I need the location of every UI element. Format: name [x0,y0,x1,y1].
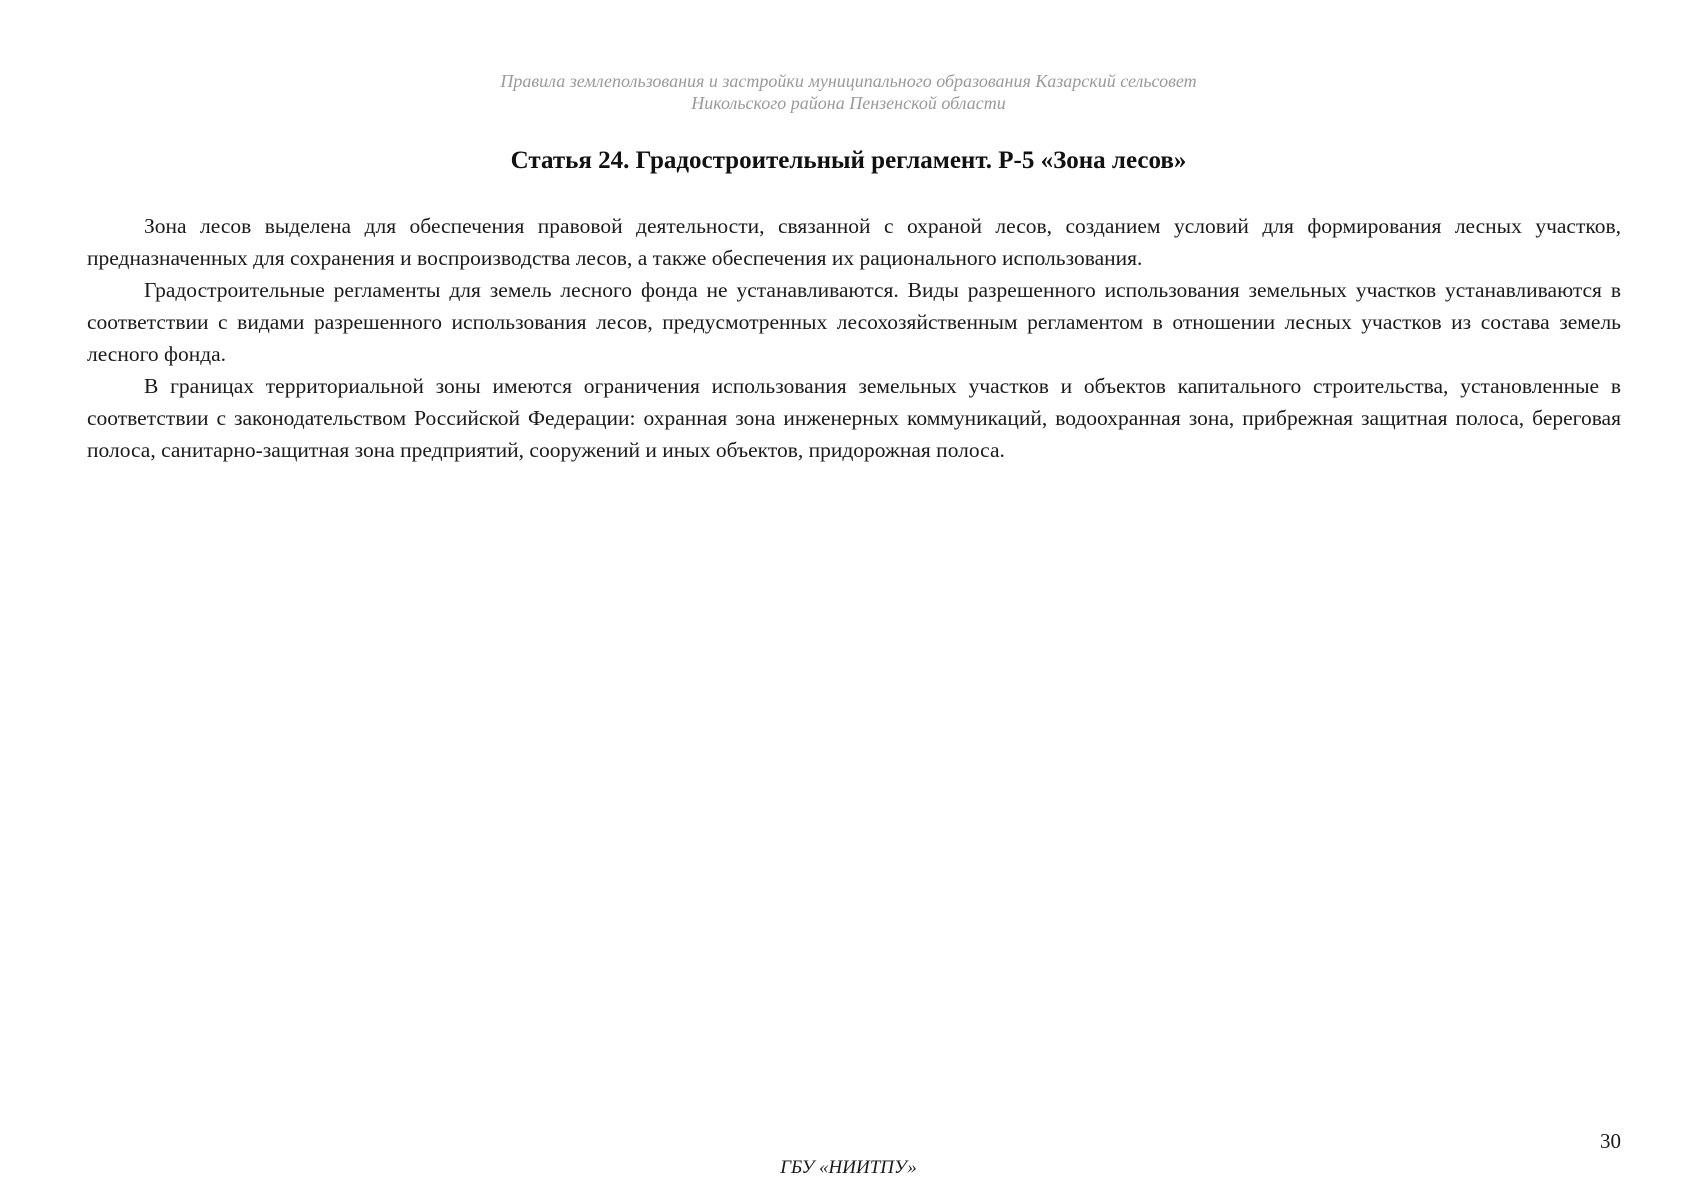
running-header-line-1: Правила землепользования и застройки муниципального образования Казарский сельсовет [500,71,1197,91]
footer-organization: ГБУ «НИИТПУ» [780,1157,917,1178]
paragraph-1: Зона лесов выделена для обеспечения правовой деятельности, связанной с охраной лесов, созданием условий для формирования лесных участков, предназначенных для сохранения и воспроизводства лесов, а также обеспечения их рационального использования. [87,214,1621,270]
running-header [0,70,1697,114]
article-body [87,210,1621,466]
paragraph-2: Градостроительные регламенты для земель лесного фонда не устанавливаются. Виды разрешенного использования земельных участков устанавливаются в соответствии с видами разрешенного использования лесов, предусмотренных лесохозяйственным регламентом в отношении лесных участков из состава земель лесного фонда. [87,278,1621,366]
article-title: Статья 24. Градостроительный регламент. Р-5 «Зона лесов» [510,147,1187,174]
page-number: 30 [1600,1129,1621,1153]
paragraph-3: В границах территориальной зоны имеются ограничения использования земельных участков и объектов капитального строительства, установленные в соответствии с законодательством Российской Федерации: охранная зона инженерных коммуникаций, водоохранная зона, прибрежная защитная полоса, береговая полоса, санитарно-защитная зона предприятий, сооружений и иных объектов, придорожная полоса. [87,374,1621,462]
running-header-line-2: Никольского района Пензенской области [691,93,1006,113]
